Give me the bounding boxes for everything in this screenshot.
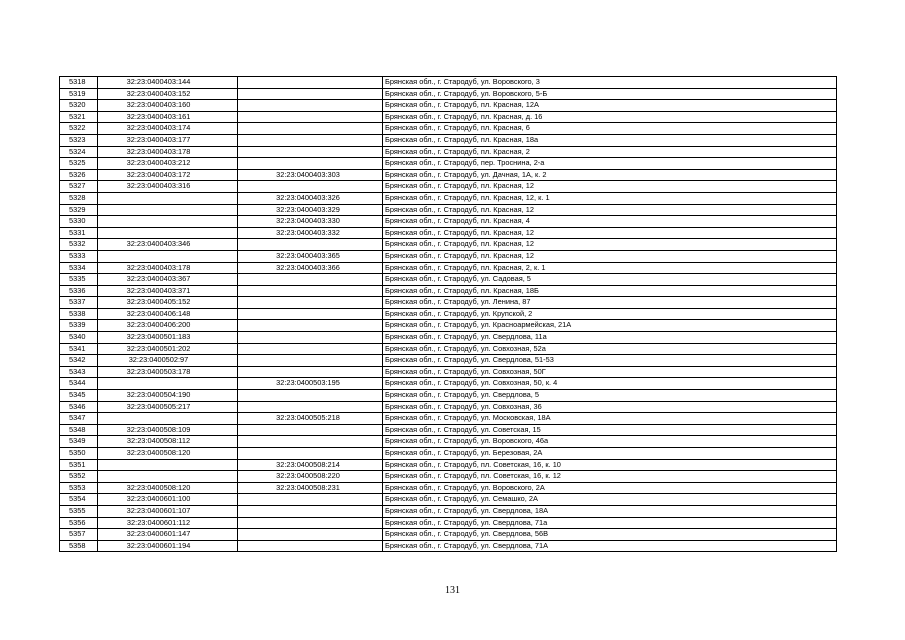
cell-cadastral-number <box>98 216 238 228</box>
cell-address: Брянская обл., г. Стародуб, пл. Красная, 12 <box>383 181 837 193</box>
cell-cadastral-number-2 <box>238 390 383 402</box>
cell-address: Брянская обл., г. Стародуб, ул. Красноармейская, 21А <box>383 320 837 332</box>
table-row <box>60 540 837 552</box>
cell-address: Брянская обл., г. Стародуб, ул. Садовая, 5 <box>383 274 837 286</box>
cell-address: Брянская обл., г. Стародуб, ул. Московская, 18А <box>383 413 837 425</box>
cell-cadastral-number: 32:23:0400403:144 <box>98 77 238 89</box>
table-row <box>60 123 837 135</box>
cell-cadastral-number: 32:23:0400403:367 <box>98 274 238 286</box>
cell-row-number: 5346 <box>60 401 98 413</box>
cell-cadastral-number: 32:23:0400403:172 <box>98 169 238 181</box>
cell-cadastral-number: 32:23:0400502:97 <box>98 355 238 367</box>
cell-cadastral-number-2 <box>238 448 383 460</box>
cell-cadastral-number-2 <box>238 77 383 89</box>
cell-row-number: 5358 <box>60 540 98 552</box>
cell-row-number: 5352 <box>60 471 98 483</box>
cell-address: Брянская обл., г. Стародуб, ул. Воровского, 2А <box>383 482 837 494</box>
cell-address: Брянская обл., г. Стародуб, ул. Дачная, 1А, к. 2 <box>383 169 837 181</box>
cell-address: Брянская обл., г. Стародуб, пл. Красная, 18Б <box>383 285 837 297</box>
cell-row-number: 5334 <box>60 262 98 274</box>
cell-address: Брянская обл., г. Стародуб, пл. Красная, 6 <box>383 123 837 135</box>
registry-table <box>59 76 837 552</box>
table-row <box>60 494 837 506</box>
cell-cadastral-number: 32:23:0400601:107 <box>98 505 238 517</box>
cell-row-number: 5336 <box>60 285 98 297</box>
table-row <box>60 332 837 344</box>
table-row <box>60 413 837 425</box>
cell-address: Брянская обл., г. Стародуб, ул. Свердлова, 71а <box>383 517 837 529</box>
cell-row-number: 5321 <box>60 111 98 123</box>
cell-cadastral-number <box>98 459 238 471</box>
cell-cadastral-number-2: 32:23:0400403:365 <box>238 250 383 262</box>
cell-cadastral-number: 32:23:0400403:178 <box>98 146 238 158</box>
table-row <box>60 181 837 193</box>
cell-row-number: 5345 <box>60 390 98 402</box>
table-row <box>60 216 837 228</box>
cell-row-number: 5319 <box>60 88 98 100</box>
cell-cadastral-number-2 <box>238 320 383 332</box>
cell-row-number: 5347 <box>60 413 98 425</box>
cell-cadastral-number-2: 32:23:0400403:326 <box>238 192 383 204</box>
cell-cadastral-number: 32:23:0400504:190 <box>98 390 238 402</box>
cell-cadastral-number-2: 32:23:0400508:231 <box>238 482 383 494</box>
cell-cadastral-number: 32:23:0400501:202 <box>98 343 238 355</box>
cell-address: Брянская обл., г. Стародуб, ул. Свердлова, 56В <box>383 529 837 541</box>
cell-row-number: 5349 <box>60 436 98 448</box>
cell-row-number: 5331 <box>60 227 98 239</box>
cell-cadastral-number-2 <box>238 88 383 100</box>
cell-row-number: 5318 <box>60 77 98 89</box>
cell-cadastral-number-2 <box>238 134 383 146</box>
cell-row-number: 5343 <box>60 366 98 378</box>
cell-cadastral-number: 32:23:0400405:152 <box>98 297 238 309</box>
cell-cadastral-number-2 <box>238 111 383 123</box>
cell-row-number: 5335 <box>60 274 98 286</box>
cell-address: Брянская обл., г. Стародуб, пл. Советская, 16, к. 10 <box>383 459 837 471</box>
cell-row-number: 5342 <box>60 355 98 367</box>
cell-address: Брянская обл., г. Стародуб, ул. Свердлова, 11а <box>383 332 837 344</box>
cell-cadastral-number-2: 32:23:0400403:303 <box>238 169 383 181</box>
cell-address: Брянская обл., г. Стародуб, ул. Свердлова, 5 <box>383 390 837 402</box>
cell-row-number: 5332 <box>60 239 98 251</box>
cell-cadastral-number-2 <box>238 274 383 286</box>
table-row <box>60 297 837 309</box>
table-row <box>60 424 837 436</box>
cell-address: Брянская обл., г. Стародуб, ул. Крупской, 2 <box>383 308 837 320</box>
table-row <box>60 169 837 181</box>
cell-cadastral-number: 32:23:0400403:152 <box>98 88 238 100</box>
cell-cadastral-number <box>98 204 238 216</box>
cell-cadastral-number: 32:23:0400601:100 <box>98 494 238 506</box>
cell-cadastral-number-2 <box>238 100 383 112</box>
cell-cadastral-number-2: 32:23:0400403:366 <box>238 262 383 274</box>
cell-cadastral-number <box>98 471 238 483</box>
cell-cadastral-number-2 <box>238 297 383 309</box>
cell-cadastral-number-2 <box>238 494 383 506</box>
cell-cadastral-number-2: 32:23:0400503:195 <box>238 378 383 390</box>
cell-row-number: 5327 <box>60 181 98 193</box>
table-row <box>60 448 837 460</box>
cell-cadastral-number <box>98 413 238 425</box>
cell-cadastral-number-2 <box>238 343 383 355</box>
cell-cadastral-number-2 <box>238 332 383 344</box>
table-row <box>60 274 837 286</box>
cell-cadastral-number: 32:23:0400601:112 <box>98 517 238 529</box>
cell-cadastral-number-2: 32:23:0400403:329 <box>238 204 383 216</box>
cell-cadastral-number: 32:23:0400501:183 <box>98 332 238 344</box>
cell-address: Брянская обл., г. Стародуб, ул. Воровского, 46а <box>383 436 837 448</box>
cell-row-number: 5333 <box>60 250 98 262</box>
cell-address: Брянская обл., г. Стародуб, пл. Советская, 16, к. 12 <box>383 471 837 483</box>
table-row <box>60 436 837 448</box>
cell-address: Брянская обл., г. Стародуб, пер. Троснина, 2-а <box>383 158 837 170</box>
cell-cadastral-number-2 <box>238 517 383 529</box>
cell-row-number: 5328 <box>60 192 98 204</box>
cell-address: Брянская обл., г. Стародуб, ул. Советская, 15 <box>383 424 837 436</box>
cell-row-number: 5320 <box>60 100 98 112</box>
cell-address: Брянская обл., г. Стародуб, пл. Красная, 12 <box>383 227 837 239</box>
cell-address: Брянская обл., г. Стародуб, ул. Свердлова, 51-53 <box>383 355 837 367</box>
table-row <box>60 100 837 112</box>
table-row <box>60 320 837 332</box>
cell-row-number: 5344 <box>60 378 98 390</box>
cell-address: Брянская обл., г. Стародуб, пл. Красная, 12 <box>383 239 837 251</box>
cell-cadastral-number: 32:23:0400403:161 <box>98 111 238 123</box>
table-row <box>60 482 837 494</box>
table-row <box>60 250 837 262</box>
cell-cadastral-number-2: 32:23:0400508:220 <box>238 471 383 483</box>
cell-cadastral-number: 32:23:0400406:200 <box>98 320 238 332</box>
cell-address: Брянская обл., г. Стародуб, пл. Красная, 4 <box>383 216 837 228</box>
cell-cadastral-number: 32:23:0400403:346 <box>98 239 238 251</box>
cell-cadastral-number-2: 32:23:0400505:218 <box>238 413 383 425</box>
cell-address: Брянская обл., г. Стародуб, ул. Совхозная, 50Г <box>383 366 837 378</box>
cell-cadastral-number-2 <box>238 146 383 158</box>
cell-address: Брянская обл., г. Стародуб, ул. Воровского, 5-Б <box>383 88 837 100</box>
cell-cadastral-number: 32:23:0400406:148 <box>98 308 238 320</box>
cell-cadastral-number: 32:23:0400403:178 <box>98 262 238 274</box>
table-row <box>60 343 837 355</box>
cell-cadastral-number <box>98 192 238 204</box>
cell-cadastral-number: 32:23:0400508:109 <box>98 424 238 436</box>
cell-cadastral-number: 32:23:0400403:316 <box>98 181 238 193</box>
cell-cadastral-number: 32:23:0400403:160 <box>98 100 238 112</box>
table-row <box>60 158 837 170</box>
table-row <box>60 146 837 158</box>
cell-address: Брянская обл., г. Стародуб, ул. Воровского, 3 <box>383 77 837 89</box>
cell-address: Брянская обл., г. Стародуб, ул. Березовая, 2А <box>383 448 837 460</box>
cell-cadastral-number-2 <box>238 366 383 378</box>
cell-address: Брянская обл., г. Стародуб, пл. Красная, 12А <box>383 100 837 112</box>
cell-row-number: 5337 <box>60 297 98 309</box>
cell-row-number: 5355 <box>60 505 98 517</box>
table-row <box>60 285 837 297</box>
cell-address: Брянская обл., г. Стародуб, пл. Красная, 2, к. 1 <box>383 262 837 274</box>
cell-row-number: 5325 <box>60 158 98 170</box>
table-row <box>60 471 837 483</box>
table-row <box>60 192 837 204</box>
cell-row-number: 5350 <box>60 448 98 460</box>
cell-cadastral-number-2: 32:23:0400508:214 <box>238 459 383 471</box>
cell-cadastral-number: 32:23:0400508:112 <box>98 436 238 448</box>
cell-cadastral-number-2 <box>238 123 383 135</box>
table-row <box>60 529 837 541</box>
cell-cadastral-number-2 <box>238 181 383 193</box>
cell-cadastral-number-2 <box>238 401 383 413</box>
cell-cadastral-number: 32:23:0400403:371 <box>98 285 238 297</box>
cell-row-number: 5340 <box>60 332 98 344</box>
table-row <box>60 239 837 251</box>
table-row <box>60 204 837 216</box>
table-row <box>60 390 837 402</box>
cell-cadastral-number-2 <box>238 436 383 448</box>
cell-cadastral-number-2 <box>238 505 383 517</box>
cell-cadastral-number-2 <box>238 540 383 552</box>
cell-row-number: 5338 <box>60 308 98 320</box>
table-row <box>60 308 837 320</box>
cell-row-number: 5339 <box>60 320 98 332</box>
table-row <box>60 262 837 274</box>
cell-cadastral-number-2 <box>238 355 383 367</box>
cell-address: Брянская обл., г. Стародуб, пл. Красная, 12 <box>383 250 837 262</box>
table-row <box>60 401 837 413</box>
registry-table-body <box>60 77 837 552</box>
cell-cadastral-number: 32:23:0400505:217 <box>98 401 238 413</box>
cell-row-number: 5323 <box>60 134 98 146</box>
cell-cadastral-number: 32:23:0400601:147 <box>98 529 238 541</box>
table-row <box>60 505 837 517</box>
cell-cadastral-number-2 <box>238 308 383 320</box>
cell-cadastral-number <box>98 250 238 262</box>
cell-address: Брянская обл., г. Стародуб, ул. Свердлова, 18А <box>383 505 837 517</box>
cell-row-number: 5326 <box>60 169 98 181</box>
cell-cadastral-number: 32:23:0400503:178 <box>98 366 238 378</box>
table-row <box>60 111 837 123</box>
cell-row-number: 5354 <box>60 494 98 506</box>
table-row <box>60 378 837 390</box>
cell-row-number: 5322 <box>60 123 98 135</box>
cell-address: Брянская обл., г. Стародуб, пл. Красная, 2 <box>383 146 837 158</box>
cell-cadastral-number-2 <box>238 529 383 541</box>
table-row <box>60 366 837 378</box>
cell-address: Брянская обл., г. Стародуб, пл. Красная, д. 16 <box>383 111 837 123</box>
cell-row-number: 5341 <box>60 343 98 355</box>
cell-cadastral-number-2 <box>238 158 383 170</box>
cell-row-number: 5356 <box>60 517 98 529</box>
cell-cadastral-number: 32:23:0400601:194 <box>98 540 238 552</box>
page-number: 131 <box>445 585 460 596</box>
cell-address: Брянская обл., г. Стародуб, ул. Совхозная, 36 <box>383 401 837 413</box>
cell-cadastral-number: 32:23:0400403:177 <box>98 134 238 146</box>
table-row <box>60 517 837 529</box>
cell-address: Брянская обл., г. Стародуб, ул. Совхозная, 52а <box>383 343 837 355</box>
cell-cadastral-number: 32:23:0400403:212 <box>98 158 238 170</box>
cell-cadastral-number-2 <box>238 424 383 436</box>
cell-cadastral-number-2: 32:23:0400403:332 <box>238 227 383 239</box>
cell-row-number: 5348 <box>60 424 98 436</box>
table-row <box>60 134 837 146</box>
cell-address: Брянская обл., г. Стародуб, пл. Красная, 12, к. 1 <box>383 192 837 204</box>
cell-address: Брянская обл., г. Стародуб, ул. Свердлова, 71А <box>383 540 837 552</box>
cell-cadastral-number <box>98 227 238 239</box>
cell-row-number: 5351 <box>60 459 98 471</box>
cell-row-number: 5324 <box>60 146 98 158</box>
table-row <box>60 459 837 471</box>
cell-cadastral-number-2 <box>238 239 383 251</box>
table-row <box>60 88 837 100</box>
cell-address: Брянская обл., г. Стародуб, ул. Совхозная, 50, к. 4 <box>383 378 837 390</box>
cell-cadastral-number-2 <box>238 285 383 297</box>
cell-cadastral-number: 32:23:0400403:174 <box>98 123 238 135</box>
table-row <box>60 227 837 239</box>
cell-cadastral-number: 32:23:0400508:120 <box>98 482 238 494</box>
cell-cadastral-number: 32:23:0400508:120 <box>98 448 238 460</box>
cell-row-number: 5357 <box>60 529 98 541</box>
cell-cadastral-number <box>98 378 238 390</box>
cell-row-number: 5353 <box>60 482 98 494</box>
table-row <box>60 77 837 89</box>
table-row <box>60 355 837 367</box>
cell-address: Брянская обл., г. Стародуб, ул. Семашко, 2А <box>383 494 837 506</box>
cell-address: Брянская обл., г. Стародуб, пл. Красная, 18а <box>383 134 837 146</box>
cell-address: Брянская обл., г. Стародуб, пл. Красная, 12 <box>383 204 837 216</box>
cell-row-number: 5330 <box>60 216 98 228</box>
cell-address: Брянская обл., г. Стародуб, ул. Ленина, 87 <box>383 297 837 309</box>
cell-cadastral-number-2: 32:23:0400403:330 <box>238 216 383 228</box>
cell-row-number: 5329 <box>60 204 98 216</box>
